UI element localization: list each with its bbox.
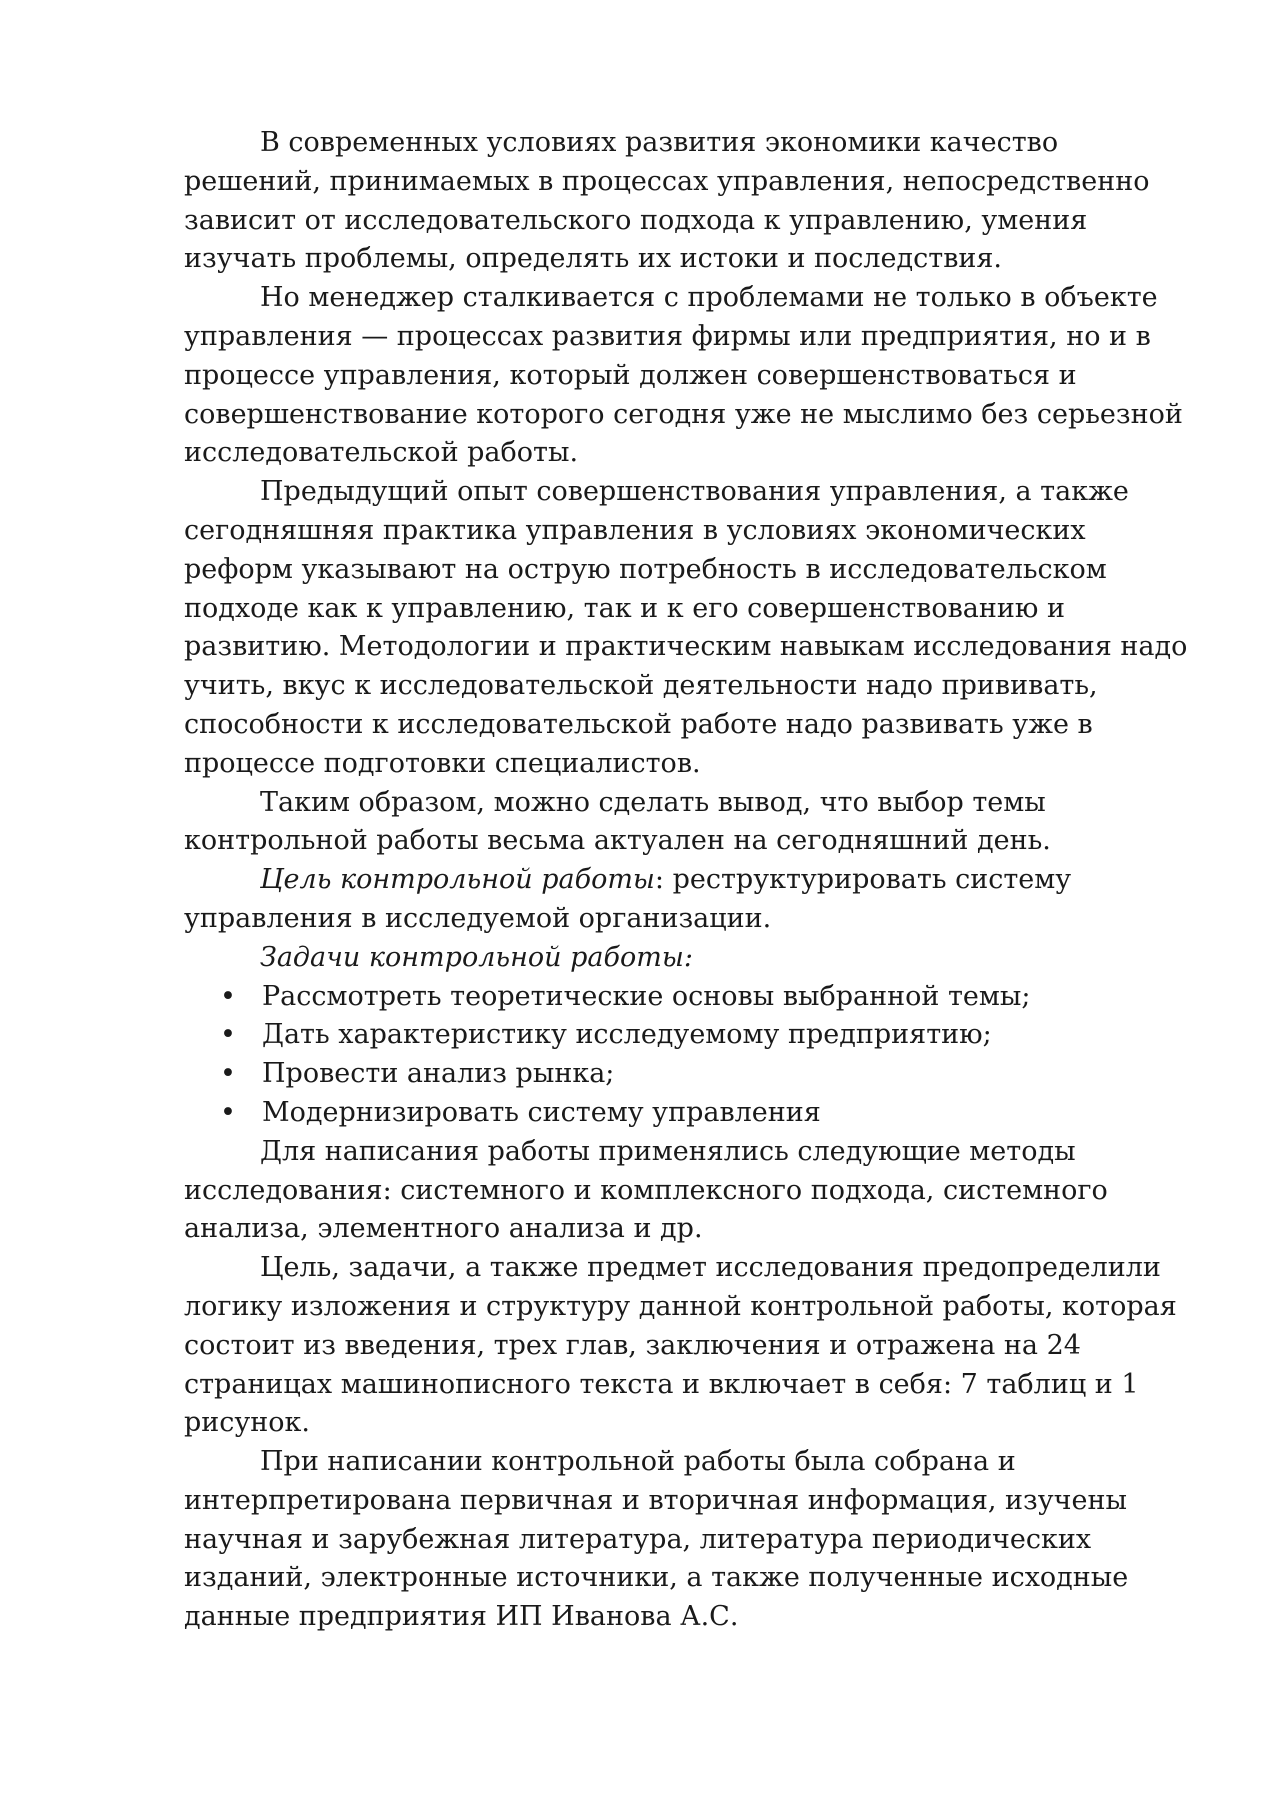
task-text: Провести анализ рынка; xyxy=(262,1058,615,1090)
list-item xyxy=(184,1094,1194,1133)
task-text: Дать характеристику исследуемому предприятию; xyxy=(262,1019,992,1051)
list-item xyxy=(184,1055,1194,1094)
bullet-icon: • xyxy=(220,1096,236,1128)
tasks-heading xyxy=(184,939,1194,978)
task-text: Рассмотреть теоретические основы выбранной темы; xyxy=(262,980,1031,1012)
goal-label: Цель контрольной работы xyxy=(260,864,655,896)
list-item xyxy=(184,1016,1194,1055)
structure-paragraph: Цель, задачи, а также предмет исследования предопределили логику изложения и структуру данной контрольной работы, которая состоит из введения, трех глав, заключения и отражена на 24 страницах машинописного текста и включает в себя: 7 таблиц и 1 рисунок. xyxy=(184,1252,1177,1439)
task-text: Модернизировать систему управления xyxy=(262,1096,821,1128)
tasks-list xyxy=(184,978,1194,1133)
goal-paragraph xyxy=(184,861,1194,939)
sources-paragraph: При написании контрольной работы была собрана и интерпретирована первичная и вторичная информация, изучены научная и зарубежная литература, литература периодических изданий, электронные источники, а также полученные исходные данные предприятия ИП Иванова А.С. xyxy=(184,1446,1129,1633)
tasks-label: Задачи контрольной работы: xyxy=(260,941,693,973)
goal-text: : реструктурировать систему управления в исследуемой организации. xyxy=(184,864,1072,934)
relevance-paragraph: Таким образом, можно сделать вывод, что выбор темы контрольной работы весьма актуален на сегодняшний день. xyxy=(184,786,1051,857)
bullet-icon: • xyxy=(220,1058,236,1090)
methods-paragraph: Для написания работы применялись следующие методы исследования: системного и комплексного подхода, системного анализа, элементного анализа и др. xyxy=(184,1135,1108,1245)
bullet-icon: • xyxy=(220,1019,236,1051)
intro-paragraph-2: Но менеджер сталкивается с проблемами не только в объекте управления — процессах развития фирмы или предприятия, но и в процессе управления, который должен совершенствоваться и совершенствование которого сегодня уже не мыслимо без серьезной исследовательской работы. xyxy=(184,282,1183,469)
intro-paragraph-3: Предыдущий опыт совершенствования управления, а также сегодняшняя практика управления в условиях экономических реформ указывают на острую потребность в исследовательском подходе как к управлению, так и к его совершенствованию и развитию. Методологии и практическим навыкам исследования надо учить, вкус к исследовательской деятельности надо прививать, способности к исследовательской работе надо развивать уже в процессе подготовки специалистов. xyxy=(184,476,1188,779)
document-body xyxy=(184,124,1194,1637)
intro-paragraph-1: В современных условиях развития экономики качество решений, принимаемых в процессах управления, непосредственно зависит от исследовательского подхода к управлению, умения изучать проблемы, определять их истоки и последствия. xyxy=(184,127,1150,275)
bullet-icon: • xyxy=(220,980,236,1012)
list-item xyxy=(184,978,1194,1017)
